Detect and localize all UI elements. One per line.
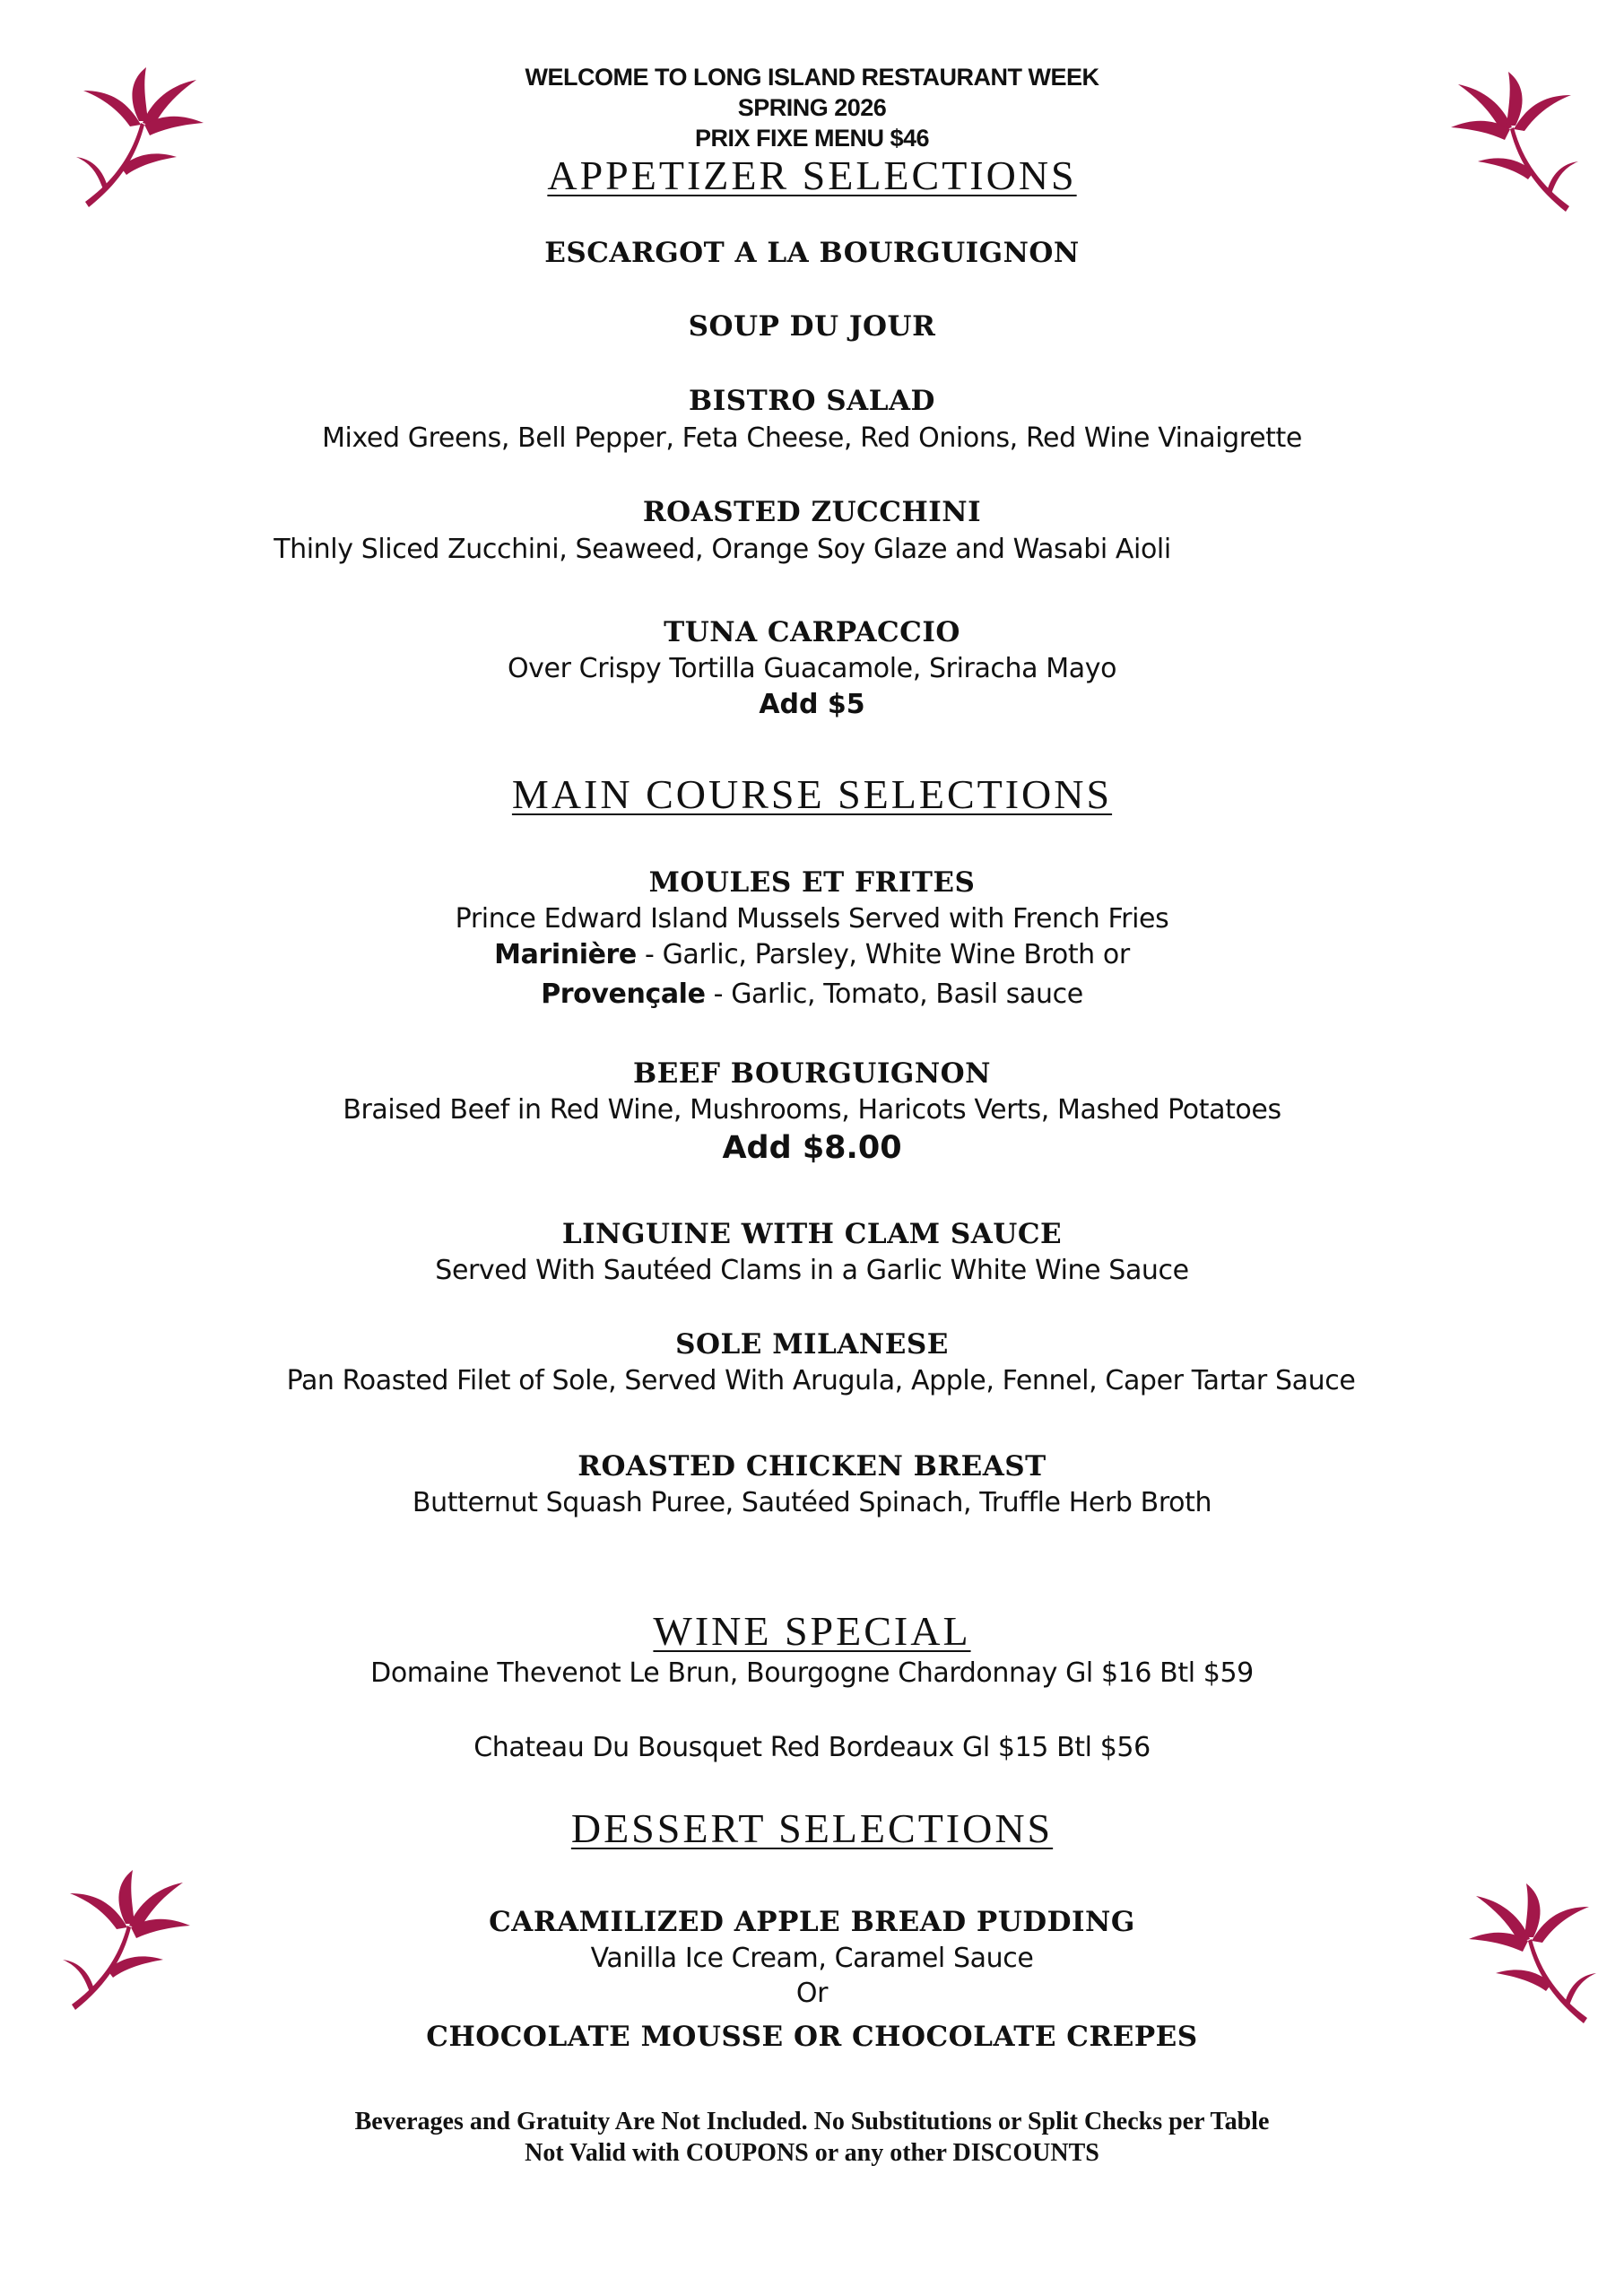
- dish-description: Braised Beef in Red Wine, Mushrooms, Haricots Verts, Mashed Potatoes: [343, 1094, 1281, 1126]
- dish-option: Provençale - Garlic, Tomato, Basil sauce: [541, 978, 1083, 1010]
- dish-name: TUNA CARPACCIO: [664, 616, 960, 648]
- header-welcome: WELCOME TO LONG ISLAND RESTAURANT WEEK: [525, 64, 1099, 91]
- dish-description: Thinly Sliced Zucchini, Seaweed, Orange Soy Glaze and Wasabi Aioli: [274, 534, 1171, 565]
- dish-option: Marinière - Garlic, Parsley, White Wine Broth or: [494, 939, 1130, 970]
- dish-name: ROASTED ZUCCHINI: [642, 496, 982, 528]
- wine-item: Domaine Thevenot Le Brun, Bourgogne Chardonnay Gl $16 Btl $59: [370, 1657, 1254, 1689]
- dish-name: MOULES ET FRITES: [648, 866, 976, 899]
- dish-name: CARAMILIZED APPLE BREAD PUDDING: [489, 1906, 1135, 1938]
- header-season: SPRING 2026: [737, 94, 887, 121]
- section-title-appetizers: APPETIZER SELECTIONS: [547, 152, 1077, 198]
- dish-description: Butternut Squash Puree, Sautéed Spinach, Truffle Herb Broth: [412, 1487, 1212, 1518]
- section-title-desserts: DESSERT SELECTIONS: [570, 1805, 1054, 1851]
- footer-note: Beverages and Gratuity Are Not Included. No Substitutions or Split Checks per Table: [354, 2108, 1270, 2135]
- dish-description: Over Crispy Tortilla Guacamole, Sriracha Mayo: [507, 653, 1117, 684]
- dish-name: CHOCOLATE MOUSSE OR CHOCOLATE CREPES: [426, 2021, 1198, 2053]
- dish-name: LINGUINE WITH CLAM SAUCE: [561, 1218, 1063, 1250]
- dish-description: Served With Sautéed Clams in a Garlic White Wine Sauce: [435, 1255, 1189, 1286]
- dish-surcharge: Add $8.00: [722, 1130, 902, 1166]
- dish-description: Mixed Greens, Bell Pepper, Feta Cheese, Red Onions, Red Wine Vinaigrette: [322, 422, 1302, 454]
- section-title-mains: MAIN COURSE SELECTIONS: [511, 771, 1113, 817]
- dish-description: Pan Roasted Filet of Sole, Served With Arugula, Apple, Fennel, Caper Tartar Sauce: [286, 1365, 1356, 1396]
- dish-name: BEEF BOURGUIGNON: [633, 1057, 991, 1090]
- footer-note: Not Valid with COUPONS or any other DISCOUNTS: [525, 2139, 1099, 2167]
- dessert-or: Or: [795, 1978, 829, 2009]
- dish-description: Vanilla Ice Cream, Caramel Sauce: [590, 1943, 1034, 1974]
- wine-item: Chateau Du Bousquet Red Bordeaux Gl $15 Btl $56: [473, 1732, 1151, 1763]
- dish-name: SOUP DU JOUR: [688, 310, 936, 343]
- dish-name: ROASTED CHICKEN BREAST: [578, 1450, 1046, 1483]
- dish-description: Prince Edward Island Mussels Served with French Fries: [455, 903, 1169, 935]
- dish-name: ESCARGOT A LA BOURGUIGNON: [544, 237, 1080, 269]
- dish-name: SOLE MILANESE: [675, 1328, 949, 1361]
- header-price: PRIX FIXE MENU $46: [694, 125, 930, 152]
- dish-surcharge: Add $5: [759, 689, 865, 720]
- section-title-wine: WINE SPECIAL: [653, 1608, 971, 1654]
- dish-name: BISTRO SALAD: [689, 385, 935, 417]
